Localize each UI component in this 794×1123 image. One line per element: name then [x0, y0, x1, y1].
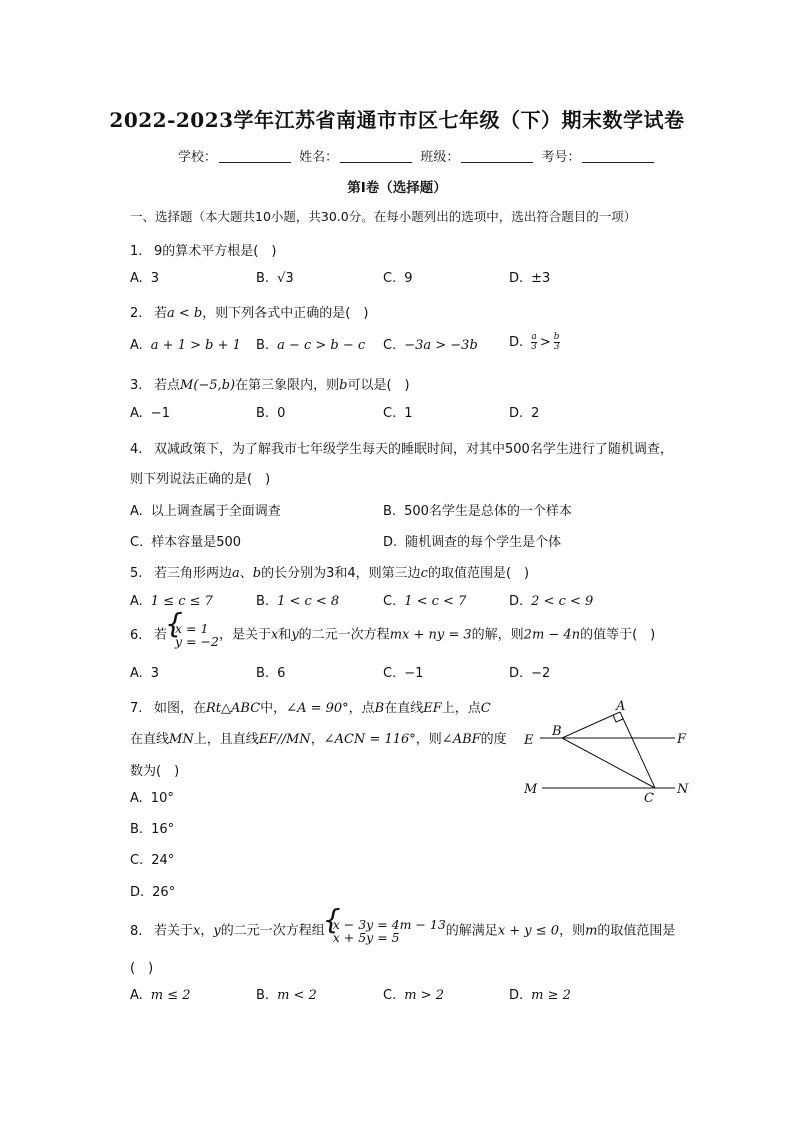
math-expression: MN [169, 732, 194, 747]
question-number: 5. [130, 566, 143, 581]
question-number: 4. [130, 442, 143, 457]
math-expression: y [213, 923, 221, 939]
question-7 [130, 697, 491, 716]
option-d: D. 2 < c < 9 [509, 594, 594, 609]
question-number: 3. [130, 378, 143, 393]
question-number: 8. [130, 923, 143, 939]
question-text: 如图，在 [154, 701, 207, 716]
option-b: B. √3 [256, 271, 294, 286]
label-c: C [644, 791, 654, 806]
question-8-line-2: ( ) [130, 961, 154, 976]
question-text: 和 [278, 627, 292, 643]
geometry-figure [520, 698, 700, 808]
question-number: 2. [130, 306, 143, 321]
option-c: C. −1 [383, 666, 424, 681]
question-text: 9的算术平方根是( ) [154, 244, 277, 259]
math-expression: m [585, 923, 598, 939]
question-text: 在直线 [130, 732, 170, 747]
question-number: 1. [130, 244, 143, 259]
question-7-line-3: 数为( ) [130, 764, 180, 779]
question-text: 若三角形两边 [154, 566, 233, 581]
option-b: B. 1 < c < 8 [256, 594, 340, 609]
option-b: B. m < 2 [256, 988, 317, 1003]
school-label: 学校： [178, 150, 218, 165]
question-3 [130, 374, 410, 393]
option-c: C. −3a > −3b [383, 338, 478, 353]
math-expression: 2m − 4n [523, 627, 581, 643]
math-expression: B [374, 701, 385, 716]
question-text: 上，且直线 [193, 732, 259, 747]
fraction: $\frac{b}{3}$ [553, 332, 560, 352]
math-expression: x [193, 923, 201, 939]
math-expression: b [252, 566, 262, 581]
question-text: 的长分别为3和4，则第三边 [261, 566, 421, 581]
option-a: A. 以上调查属于全面调查 [130, 504, 281, 519]
label-f: F [677, 732, 687, 747]
math-expression: EF//MN [258, 732, 311, 747]
exam-no-blank [582, 148, 654, 163]
label-b: B [552, 724, 562, 739]
math-expression: b [339, 378, 348, 393]
math-expression: C [480, 701, 491, 716]
option-a: A. 10° [130, 791, 174, 806]
segment-ba [562, 712, 620, 738]
question-5 [130, 562, 529, 581]
question-text: ， [200, 923, 214, 939]
fraction: $\frac{a}{3}$ [531, 332, 537, 352]
math-expression: c [420, 566, 428, 581]
question-8 [130, 918, 675, 944]
question-2 [130, 302, 368, 321]
question-text: ，点 [348, 701, 375, 716]
question-text: ，则 [559, 923, 586, 939]
question-text: 、 [239, 566, 253, 581]
question-text: ，则下列各式中正确的是( ) [202, 306, 369, 321]
question-text: 在直线 [384, 701, 424, 716]
option-d: D. m ≥ 2 [509, 988, 571, 1003]
equation-system: { x = 1 y = −2 [167, 622, 219, 648]
part-instructions: 一、选择题（本大题共10小题，共30.0分。在每小题列出的选项中，选出符合题目的一项） [130, 209, 637, 224]
name-label: 姓名： [299, 150, 339, 165]
page-title: 2022-2023学年江苏省南通市市区七年级（下）期末数学试卷 [109, 108, 685, 132]
question-text: 的取值范围是 [597, 923, 676, 939]
question-4 [130, 438, 673, 457]
question-text: 的值等于( ) [580, 627, 656, 643]
option-a: A. a + 1 > b + 1 [130, 338, 241, 353]
question-number: 7. [130, 701, 143, 716]
math-expression: EF [423, 701, 442, 716]
label-m: M [524, 782, 538, 797]
question-text: 若关于 [154, 923, 194, 939]
question-4-line-2: 则下列说法正确的是( ) [130, 472, 271, 487]
question-text: 的二元一次方程组 [220, 923, 325, 939]
label-e: E [524, 733, 534, 748]
option-c: C. m > 2 [383, 988, 444, 1003]
name-blank [340, 148, 412, 163]
segment-bc [562, 738, 655, 788]
question-text: 的解满足 [445, 923, 498, 939]
math-expression: M(−5,b) [180, 378, 236, 393]
option-b: B. 500名学生是总体的一个样本 [383, 504, 572, 519]
question-6 [130, 622, 655, 648]
question-text: 的解，则 [471, 627, 524, 643]
question-text: ，是关于 [218, 627, 271, 643]
segment-ac [620, 712, 655, 788]
question-text: 的度 [480, 732, 507, 747]
question-7-line-2 [130, 728, 507, 747]
option-d: D. $\frac{a}{3}$ > $\frac{b}{3}$ [509, 332, 560, 352]
equation-system: { x − 3y = 4m − 13 x + 5y = 5 [325, 918, 446, 944]
math-expression: mx + ny = 3 [389, 627, 472, 643]
school-blank [219, 148, 291, 163]
math-expression: ∠ACN = 116° [323, 732, 416, 747]
question-text: 可以是( ) [347, 378, 410, 393]
option-a: A. −1 [130, 406, 170, 421]
question-text: ， [310, 732, 324, 747]
question-number: 6. [130, 627, 143, 643]
question-text: 的取值范围是( ) [427, 566, 530, 581]
question-text: 若 [154, 627, 168, 643]
question-text: 中， [260, 701, 287, 716]
question-text: 双减政策下，为了解我市七年级学生每天的睡眠时间，对其中500名学生进行了随机调查， [154, 442, 673, 457]
option-a: A. 3 [130, 271, 160, 286]
class-blank [461, 148, 533, 163]
option-c: C. 1 [383, 406, 413, 421]
label-a: A [616, 699, 626, 714]
option-b: B. 6 [256, 666, 286, 681]
question-text: 上，点 [441, 701, 481, 716]
section-heading: 第I卷（选择题） [347, 180, 447, 196]
option-d: D. 随机调查的每个学生是个体 [383, 535, 562, 550]
option-c: C. 样本容量是500 [130, 535, 242, 550]
math-expression: y [291, 627, 299, 643]
exam-no-label: 考号： [541, 150, 581, 165]
math-expression: a [232, 566, 240, 581]
math-expression: a < b [167, 306, 203, 321]
option-b: B. 16° [130, 822, 175, 837]
option-a: A. 1 ≤ c ≤ 7 [130, 594, 213, 609]
option-a: A. m ≤ 2 [130, 988, 191, 1003]
option-d: D. −2 [509, 666, 551, 681]
option-d: D. 26° [130, 885, 176, 900]
question-text: 若点 [154, 378, 181, 393]
label-n: N [677, 782, 689, 797]
option-b: B. 0 [256, 406, 286, 421]
math-expression: ∠A = 90° [286, 701, 349, 716]
option-d: D. 2 [509, 406, 540, 421]
question-text: 若 [154, 306, 168, 321]
option-a: A. 3 [130, 666, 160, 681]
question-text: 在第三象限内，则 [235, 378, 340, 393]
class-label: 班级： [420, 150, 460, 165]
math-expression: x + y ≤ 0 [497, 923, 560, 939]
student-info-row [178, 146, 658, 165]
option-c: C. 1 < c < 7 [383, 594, 467, 609]
option-c: C. 9 [383, 271, 413, 286]
option-c: C. 24° [130, 853, 175, 868]
question-text: 的二元一次方程 [298, 627, 390, 643]
math-expression: x [270, 627, 279, 643]
question-text: ，则 [415, 732, 442, 747]
option-d: D. ±3 [509, 271, 551, 286]
math-expression: ∠ABF [441, 732, 481, 747]
option-b: B. a − c > b − c [256, 338, 366, 353]
math-expression: Rt△ABC [206, 701, 261, 716]
question-1 [130, 240, 276, 259]
